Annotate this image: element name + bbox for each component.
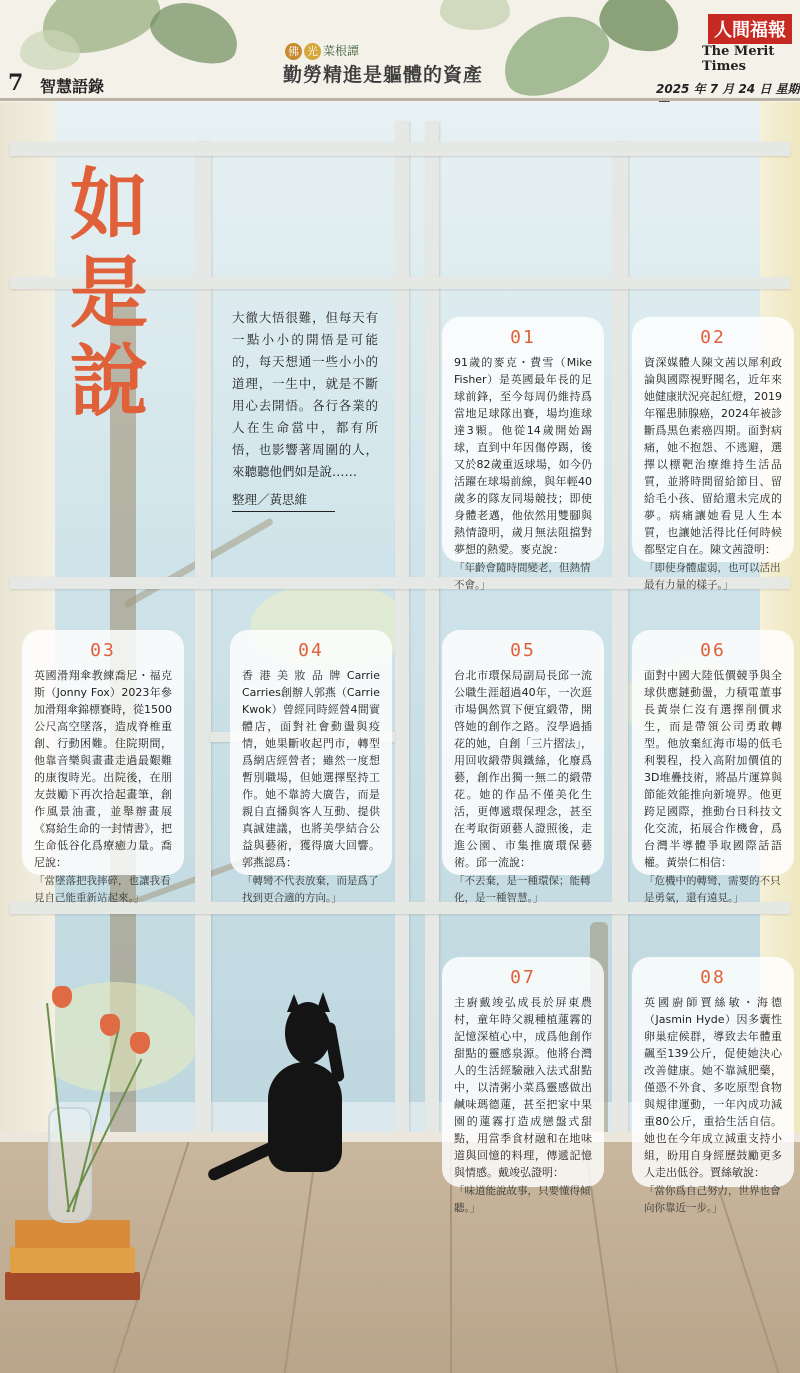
card-number: 08: [700, 967, 726, 988]
card-body: 香港美妝品牌Carrie Carries創辦人郭燕（Carrie Kwok）曾經同時經營4間實體店，面對社會動盪與疫情，她果斷收起門市，轉型爲網店經營者；雖然一度想暫別職場，但她選擇堅持工作。她不靠誇大廣告，而是親自直播與客人互動、提供真誠建議，也將美學結合公益與藝術，獲得廣大回響。郭燕認爲：: [242, 669, 380, 869]
quote-card-07: [442, 957, 604, 1214]
quote-card-04: [230, 630, 392, 904]
intro-paragraph: 大徹大悟很難，但每天有一點小小的開悟是可能的，每天想通一些小小的道理，一生中，就是不斷用心去開悟。各行各業的人在生命當中，都有所悟，也影響著周圍的人，來聽聽他們如是說……: [232, 310, 378, 479]
column-suffix: 菜根譚: [323, 44, 360, 58]
card-number: 07: [510, 967, 536, 988]
book: [5, 1272, 140, 1300]
window-frame: [10, 142, 790, 156]
card-quote: 「當你爲自己努力，世界也會向你靠近一步。」: [644, 1185, 781, 1214]
intro-text: [232, 307, 378, 512]
card-body: 英國廚師賈絲敏・海德（Jasmin Hyde）因多囊性卵巢症候群，導致去年體重飆至139公斤，促使她決心改善健康。她不靠減肥藥，僅憑不外食、多吃原型食物與規律運動，一年內成功減重80公斤，重拾生活自信。她也在今年成立減重支持小組，盼用自身經歷鼓勵更多人走出低谷。賈絲敏說：: [644, 996, 782, 1179]
leaf-decoration: [440, 0, 510, 30]
card-quote: 「當墜落把我摔碎，也讓我看見自己能重新站起來。」: [34, 875, 171, 904]
card-number: 02: [700, 327, 726, 348]
card-quote: 「即使身體虛弱，也可以活出最有力量的樣子。」: [644, 562, 781, 591]
column-tag: [285, 42, 359, 60]
card-quote: 「味道能說故事，只要懂得傾聽。」: [454, 1185, 591, 1214]
editor-credit: 整理／黃思維: [232, 489, 335, 512]
issue-date: 2025 年 7 月 24 日 星期: [656, 82, 800, 96]
window-frame: [195, 142, 211, 1132]
section-title: 智慧語錄: [40, 77, 105, 96]
page-number: 7: [8, 70, 24, 96]
book: [15, 1220, 130, 1248]
tulip-flower: [100, 1014, 120, 1036]
card-body: 台北市環保局副局長邱一流公職生涯超過40年，一次逛市場偶然買下便宜緞帶，開啓她的創作之路。沒學過插花的她，自創「三片摺法」，用回收緞帶與鐵絲，化廢爲藝，創作出獨一無二的緞帶花。她的作品不僅美化生活，更傳遞環保理念，甚至在考取街頭藝人證照後，走進公園、市集推廣環保藝術。邱一流說：: [454, 669, 592, 869]
leaf-decoration: [20, 30, 80, 70]
card-body: 主廚戴竣弘成長於屏東農村，童年時父親種植蓮霧的記憶深植心中，成爲他創作甜點的靈感泉源。他將台灣人的生活經驗融入法式甜點中，以清粥小菜爲靈感做出鹹味瑪德蓮，甚至把家中果園的蓮霧打造成戀盤式甜點，用當季食材融和在地味道與回憶的料理，傳遞記憶與情感。戴竣弘證明：: [454, 996, 592, 1179]
quote-card-05: [442, 630, 604, 904]
quote-card-08: [632, 957, 794, 1214]
newspaper-logo-english: The Merit Times: [702, 44, 775, 74]
column-title: 勤勞精進是軀體的資產: [283, 64, 484, 86]
column-char-2: 光: [304, 43, 321, 60]
column-char-1: 佛: [285, 43, 302, 60]
card-quote: 「不丟棄，是一種環保；能轉化，是一種智慧。」: [454, 875, 591, 904]
card-quote: 「年齡會隨時間變老，但熱情不會。」: [454, 562, 591, 591]
card-body: 英國滑翔傘教練喬尼・福克斯（Jonny Fox）2023年參加滑翔傘錦標賽時，從1500公尺高空墜落，造成脊椎重創、行動困難。住院期間，他靠音樂與畫畫走過最艱難的康復時光。出院後，在朋友鼓勵下再次拾起畫筆，創作風景油畫，並舉辦畫展《寫給生命的一封情書》，把生命低谷化爲療癒力量。喬尼說：: [34, 669, 172, 869]
card-body: 面對中國大陸低價競爭與全球供應鏈動盪，力積電董事長黃崇仁沒有選擇削價求生，而是帶領公司勇敢轉型。他放棄紅海市場的低毛利製程，投入高附加價值的3D堆疊技術，將晶片運算與節能效能推向新境界。他更跨足國際，推動台日科技文化交流，拓展合作機會，爲台灣半導體爭取國際話語權。黃崇仁相信：: [644, 669, 782, 869]
tulip-flower: [130, 1032, 150, 1054]
card-number: 06: [700, 640, 726, 661]
quote-card-02: [632, 317, 794, 591]
illustration: [0, 102, 800, 1373]
card-number: 03: [90, 640, 116, 661]
feature-title: 如是說: [69, 160, 148, 427]
header-divider: [0, 98, 800, 101]
card-number: 01: [510, 327, 536, 348]
card-body: 資深媒體人陳文茜以犀利政論與國際視野聞名，近年來她健康狀況亮起紅燈，2019年罹患肺腺癌，2024年被診斷爲黑色素癌四期。面對病痛，她不抱怨、不逃避，選擇以標靶治療維持生活品質，並將時間留給節目、留給毛小孩、留給還未完成的夢。病痛讓她看見人生本質，也讓她活得比任何時候都堅定自在。陳文茜證明：: [644, 356, 782, 556]
newspaper-logo: 人間福報: [708, 14, 792, 44]
card-quote: 「危機中的轉彎，需要的不只是勇氣，還有遠見。」: [644, 875, 781, 904]
leaf-decoration: [143, 0, 246, 74]
quote-card-06: [632, 630, 794, 904]
quote-card-01: [442, 317, 604, 591]
window-frame: [425, 122, 439, 1132]
window-frame: [612, 142, 628, 1132]
quote-card-03: [22, 630, 184, 904]
black-cat: [268, 1062, 342, 1172]
masthead: [0, 0, 800, 100]
card-number: 05: [510, 640, 536, 661]
window-frame: [395, 122, 409, 1132]
book: [10, 1247, 135, 1273]
card-quote: 「轉彎不代表放棄，而是爲了找到更合適的方向。」: [242, 875, 379, 904]
tulip-flower: [52, 986, 72, 1008]
card-body: 91歲的麥克・費雪（Mike Fisher）是英國最年長的足球前鋒，至今每周仍維持爲當地足球隊出賽，場均進球達3顆。他從14歲開始踢球，直到中年因傷停踢，後又於82歲重返球場，如今仍活躍在球場前線，與年輕40歲多的隊友同場競技；即使身體老邁，他依然用雙腳與熱情證明，歲月無法阻擋對夢想的熱愛。麥克說：: [454, 356, 592, 556]
card-number: 04: [298, 640, 324, 661]
